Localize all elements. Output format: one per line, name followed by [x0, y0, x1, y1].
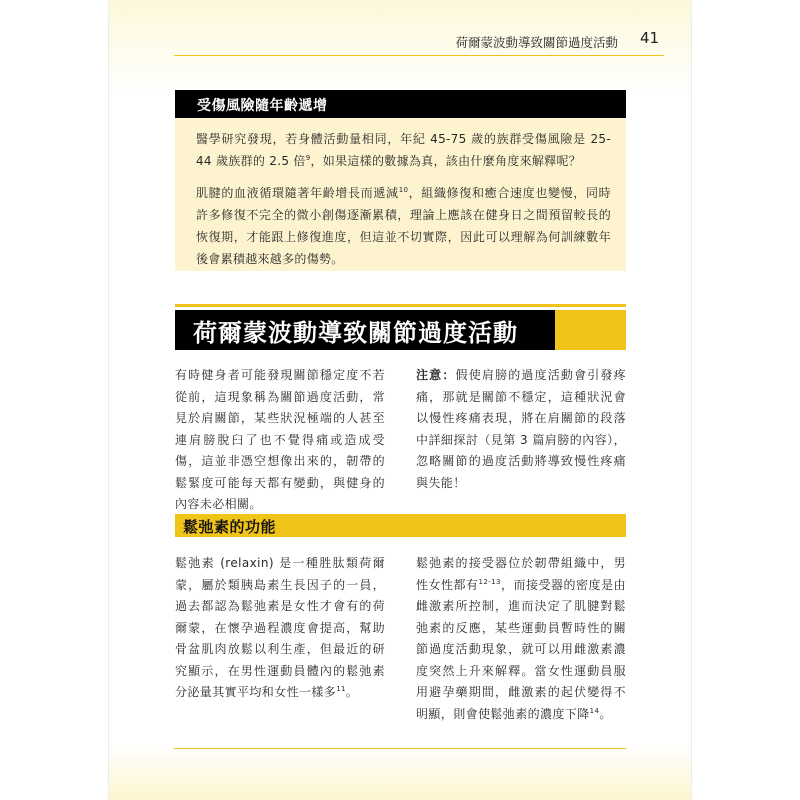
- footer-rule: [174, 748, 626, 749]
- header-rule: [174, 55, 664, 56]
- page-number: 41: [640, 29, 660, 47]
- sidebar-title-bar: [175, 90, 626, 118]
- sidebar-paragraph-2: [196, 182, 611, 270]
- subsection-right-paragraph: [416, 553, 626, 725]
- subsection-left-tail: 。: [345, 685, 359, 699]
- sidebar-box: [175, 90, 626, 271]
- note-text: 假使肩膀的過度活動會引發疼痛，那就是關節不穩定，這種狀況會以慢性疼痛表現，將在肩關節的段落中詳細探討（見第 3 篇肩膀的內容），忽略關節的過度活動將導致慢性疼痛與失能！: [416, 368, 627, 490]
- reference-10: 10: [398, 186, 409, 194]
- sidebar-paragraph-2-tail: ，組織修復和癒合速度也變慢，同時許多修復不完全的微小創傷逐漸累積，理論上應該在健身日之間預留較長的恢復期，才能跟上修復進度，但這並不切實際，因此可以理解為何訓練數年後會累積越來越多的傷勢。: [196, 186, 611, 266]
- note-label: 注意：: [416, 368, 456, 382]
- subsection-right-middle: ，而接受器的密度是由雌激素所控制，進而決定了肌腱對鬆弛素的反應，某些運動員暫時性的關節過度活動現象，就可以用雌激素濃度突然上升來解釋。當女性運動員服用避孕藥期間，雌激素的起伏變得不明顯，則會使鬆弛素的濃度下降: [416, 577, 626, 721]
- reference-9: 9: [305, 154, 311, 162]
- sidebar-title: 受傷風險隨年齡遞增: [197, 98, 328, 114]
- section-note-paragraph: [416, 365, 626, 494]
- sidebar-paragraph-1: [196, 128, 611, 172]
- sidebar-paragraph-1-text: 醫學研究發現，若身體活動量相同，年紀 45-75 歲的族群受傷風險是 25-44 歲族群的 2.5 倍: [196, 132, 611, 168]
- subsection-left-text: 鬆弛素 (relaxin) 是一種胜肽類荷爾蒙，屬於類胰島素生長因子的一員，過去都認為鬆弛素是女性才會有的荷爾蒙，在懷孕過程濃度會提高，幫助骨盆肌肉放鬆以利生產，但最近的研究顯示，在男性運動員體內的鬆弛素分泌量其實平均和女性一樣多: [175, 556, 385, 699]
- section-heading-background: [175, 310, 555, 350]
- section-left-paragraph: 有時健身者可能發現關節穩定度不若從前，這現象稱為關節過度活動，常見於肩關節，某些狀況極端的人甚至連肩膀脫臼了也不覺得痛或造成受傷，這並非憑空想像出來的，韌帶的鬆緊度可能每天都有變動，與健身的內容未必相關。: [175, 368, 385, 511]
- section-heading-rule: [175, 304, 626, 307]
- section-heading: 荷爾蒙波動導致關節過度活動: [193, 319, 518, 347]
- subsection-right-text: 鬆弛素的接受器位於韌帶組織中，男性女性都有: [416, 556, 626, 592]
- reference-12-13: 12-13: [478, 577, 501, 586]
- reference-11: 11: [336, 685, 346, 693]
- subsection-right-tail: 。: [599, 706, 612, 721]
- section-heading-block: [175, 310, 626, 350]
- reference-14: 14: [589, 706, 600, 715]
- sidebar-paragraph-2-text: 肌腱的血液循環隨著年齡增長而遞減: [196, 186, 399, 200]
- subsection-left-paragraph: [175, 553, 385, 704]
- running-header-title: 荷爾蒙波動導致關節過度活動: [455, 35, 618, 50]
- sidebar-paragraph-1-tail: ，如果這樣的數據為真，該由什麼角度來解釋呢？: [310, 154, 582, 168]
- subsection-heading: 鬆弛素的功能: [183, 518, 277, 536]
- subsection-heading-bar: [175, 514, 626, 537]
